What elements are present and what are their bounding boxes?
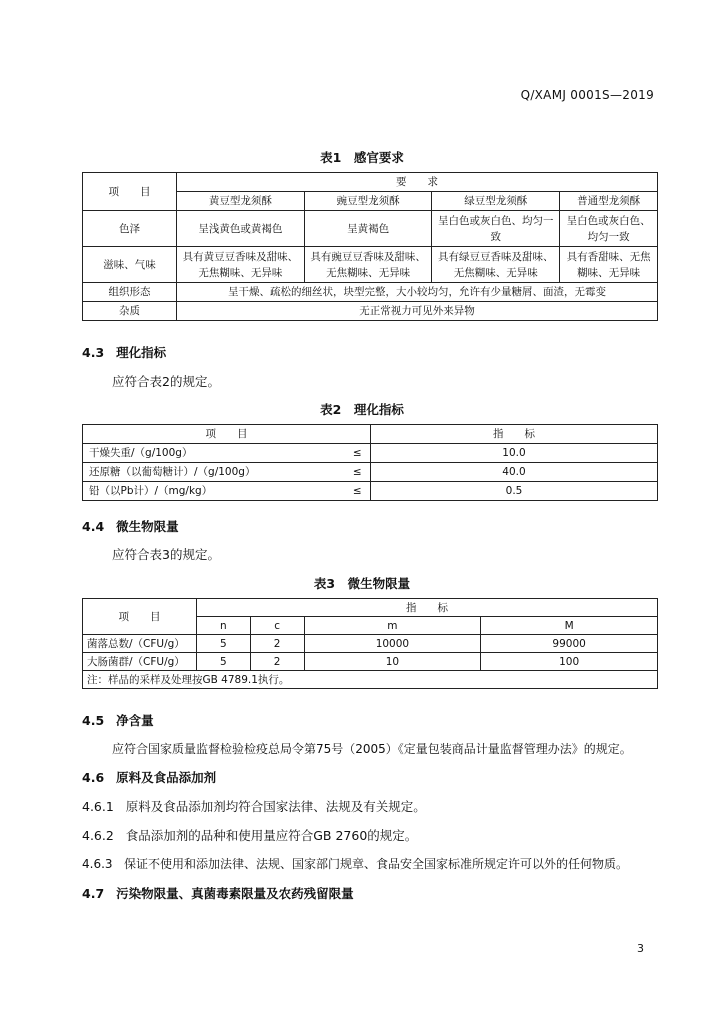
section-4-6-2 <box>82 826 417 844</box>
section-4-5-heading <box>82 711 154 729</box>
table2-index-header: 指 标 <box>371 425 658 444</box>
section-number: 4.6.1 <box>82 799 114 814</box>
section-title: 理化指标 <box>116 345 167 360</box>
value-cell: 0.5 <box>371 482 658 501</box>
table-row <box>83 247 658 283</box>
sub-head: m <box>304 617 481 635</box>
cell: 5 <box>197 635 251 653</box>
section-4-6-heading <box>82 768 216 786</box>
cell: 呈白色或灰白色、均匀一致 <box>560 211 658 247</box>
section-4-5-text: 应符合国家质量监督检验检疫总局令第75号（2005）《定量包装商品计量监督管理办法》的规定。 <box>112 742 632 756</box>
item-cell: 铅（以Pb计）/（mg/kg） <box>83 482 345 501</box>
section-text: 原料及食品添加剂均符合国家法律、法规及有关规定。 <box>125 799 426 814</box>
cell: 5 <box>197 653 251 671</box>
cell: 呈浅黄色或黄褐色 <box>177 211 305 247</box>
item-cell: 还原糖（以葡萄糖计）/（g/100g） <box>83 463 345 482</box>
section-title: 净含量 <box>116 713 154 728</box>
table-note: 注：样品的采样及处理按GB 4789.1执行。 <box>83 671 658 689</box>
table-row <box>83 482 658 501</box>
table1-col-head: 黄豆型龙须酥 <box>177 192 305 211</box>
table2-caption: 表2 理化指标 <box>320 402 404 417</box>
value-cell: 40.0 <box>371 463 658 482</box>
cell: 10 <box>304 653 481 671</box>
table-row <box>83 635 658 653</box>
section-4-6-1 <box>82 797 426 815</box>
physchem-table <box>82 424 658 501</box>
table-row <box>83 283 658 302</box>
table1-col-head: 豌豆型龙须酥 <box>304 192 432 211</box>
section-number: 4.4 <box>82 519 105 534</box>
table1-caption: 表1 感官要求 <box>320 150 404 165</box>
table3-item-header: 项 目 <box>83 599 197 635</box>
sub-head: n <box>197 617 251 635</box>
table-row <box>83 444 658 463</box>
section-4-7-heading <box>82 884 354 902</box>
table1-col-head: 普通型龙须酥 <box>560 192 658 211</box>
row-label: 滋味、气味 <box>83 247 177 283</box>
value-cell: 10.0 <box>371 444 658 463</box>
section-4-3-heading <box>82 343 166 361</box>
cell: 2 <box>250 635 304 653</box>
table-row <box>83 302 658 321</box>
item-cell: 菌落总数/（CFU/g） <box>83 635 197 653</box>
cell: 无正常视力可见外来异物 <box>177 302 658 321</box>
row-label: 色泽 <box>83 211 177 247</box>
document-code: Q/XAMJ 0001S—2019 <box>520 88 654 102</box>
page-number: 3 <box>637 942 644 955</box>
section-title: 污染物限量、真菌毒素限量及农药残留限量 <box>116 886 354 901</box>
table1-col-head: 绿豆型龙须酥 <box>432 192 560 211</box>
operator-cell: ≤ <box>345 482 371 501</box>
cell: 2 <box>250 653 304 671</box>
row-label: 组织形态 <box>83 283 177 302</box>
cell: 具有黄豆豆香味及甜味、无焦糊味、无异味 <box>177 247 305 283</box>
table1-item-header: 项 目 <box>83 173 177 211</box>
cell: 100 <box>481 653 658 671</box>
cell: 具有豌豆豆香味及甜味、无焦糊味、无异味 <box>304 247 432 283</box>
sub-head: M <box>481 617 658 635</box>
item-cell: 干燥失重/（g/100g） <box>83 444 345 463</box>
sub-head: c <box>250 617 304 635</box>
section-text: 食品添加剂的品种和使用量应符合GB 2760的规定。 <box>125 828 418 843</box>
sensory-table <box>82 172 658 321</box>
section-title: 微生物限量 <box>116 519 179 534</box>
operator-cell: ≤ <box>345 444 371 463</box>
section-4-4-text: 应符合表3的规定。 <box>112 547 220 562</box>
operator-cell: ≤ <box>345 463 371 482</box>
section-4-4-heading <box>82 517 179 535</box>
section-number: 4.3 <box>82 345 105 360</box>
table1-req-header: 要 求 <box>177 173 658 192</box>
table3-index-header: 指 标 <box>197 599 658 617</box>
table2-item-header: 项 目 <box>83 425 371 444</box>
cell: 10000 <box>304 635 481 653</box>
item-cell: 大肠菌群/（CFU/g） <box>83 653 197 671</box>
section-4-6-3 <box>82 855 628 872</box>
microbial-table <box>82 598 658 689</box>
table3-caption: 表3 微生物限量 <box>313 576 411 591</box>
cell: 呈白色或灰白色、均匀一致 <box>432 211 560 247</box>
cell: 呈干燥、疏松的细丝状，块型完整，大小较均匀，允许有少量糖屑、面渣，无霉变 <box>177 283 658 302</box>
section-number: 4.6.2 <box>82 828 114 843</box>
section-number: 4.6 <box>82 770 105 785</box>
section-number: 4.6.3 <box>82 857 113 871</box>
table-row <box>83 653 658 671</box>
table-row <box>83 211 658 247</box>
section-number: 4.5 <box>82 713 105 728</box>
section-text: 保证不使用和添加法律、法规、国家部门规章、食品安全国家标准所规定许可以外的任何物质。 <box>124 857 629 871</box>
table-header-row <box>83 425 658 444</box>
cell: 具有香甜味、无焦糊味、无异味 <box>560 247 658 283</box>
cell: 具有绿豆豆香味及甜味、无焦糊味、无异味 <box>432 247 560 283</box>
row-label: 杂质 <box>83 302 177 321</box>
section-title: 原料及食品添加剂 <box>116 770 217 785</box>
section-4-3-text: 应符合表2的规定。 <box>112 374 220 389</box>
section-number: 4.7 <box>82 886 105 901</box>
cell: 呈黄褐色 <box>304 211 432 247</box>
table-row <box>83 463 658 482</box>
cell: 99000 <box>481 635 658 653</box>
